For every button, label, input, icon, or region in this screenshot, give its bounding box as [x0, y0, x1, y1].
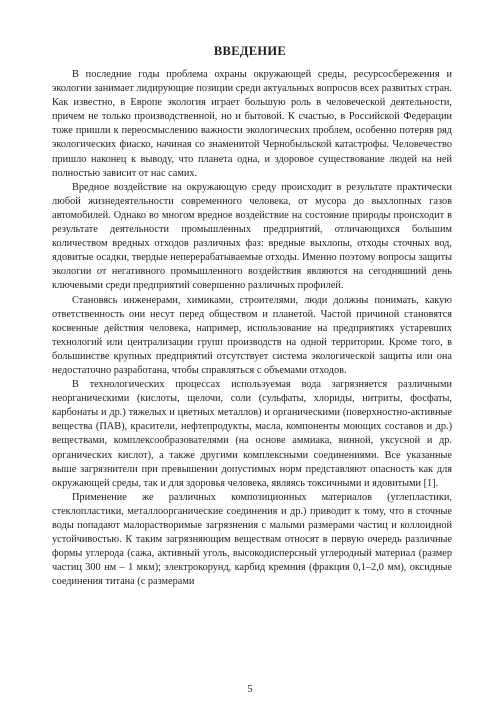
body-text — [52, 68, 452, 589]
page-number: 5 — [247, 684, 253, 695]
paragraph-3: Становясь инженерами, химиками, строителями, люди должны понимать, какую ответственность они несут перед обществом и планетой. Частой причиной становятся косвенные действия человека, например, использование на предприятиях устаревших технологий или централизации групп производств на одной территории. Кроме того, в большинстве крупных предприятий отсутствует система экологической защиты или она недостаточно разработана, чтобы справляться с объемами отходов. — [52, 294, 452, 376]
paragraph-4: В технологических процессах используемая вода загрязняется различными неорганическими (кислоты, щелочи, соли (сульфаты, хлориды, нитриты, фосфаты, карбонаты и др.) тяжелых и цветных металлов) и органическими (поверхностно-активные вещества (ПАВ), красители, нефтепродукты, масла, компоненты моющих составов и др.) веществами, комплексообразователями (на основе аммиака, винной, уксусной и др. органических кислот), а также другими комплексными соединениями. Все указанные выше загрязнители при превышении допустимых норм представляют опасность как для окружающей среды, так и для здоровья человека, являясь токсичными и ядовитыми [1]. — [52, 379, 452, 489]
page-title: ВВЕДЕНИЕ — [213, 44, 287, 58]
paragraph-5: Применение же различных композиционных материалов (углепластики, стеклопластики, металлоорганические соединения и др.) приводит к тому, что в сточные воды попадают малорастворимые загрязнения с малыми размерами частиц и коллоидной устойчивостью. К таким загрязняющим веществам относят в первую очередь различные формы углерода (сажа, активный уголь, высокодисперсный углеродный материал (размер частиц 300 нм – 1 мкм); электрокорунд, карбид кремния (фракция 0,1–2,0 мм), оксидные соединения титана (с размерами — [52, 491, 452, 588]
paragraph-1: В последние годы проблема охраны окружающей среды, ресурсосбережения и экологии занимает лидирующие позиции среди актуальных вопросов всех развитых стран. Как известно, в Европе экология играет большую роль в человеческой деятельности, причем не только производственной, но и бытовой. К счастью, в Российской Федерации тоже пришли к переосмыслению важности экологических проблем, особенно потеряв ряд экологических фиаско, начиная со знаменитой Чернобыльской катастрофы. Человечество пришло наконец к выводу, что планета одна, и здоровое существование людей на ней полностью зависит от нас самих. — [52, 69, 452, 179]
paragraph-2: Вредное воздействие на окружающую среду происходит в результате практически любой жизнедеятельности современного человека, от мусора до выхлопных газов автомобилей. Однако во многом вредное воздействие на состояние природы происходит в результате деятельности промышленных предприятий, отличающихся большим количеством вредных отходов различных фаз: вредные выхлопы, отходы сточных вод, ядовитые осадки, твердые неперерабатываемые отходы. Именно поэтому вопросы защиты экологии от негативного промышленного воздействия являются на сегодняшний день ключевыми среди предприятий совершенно различных профилей. — [52, 181, 452, 292]
